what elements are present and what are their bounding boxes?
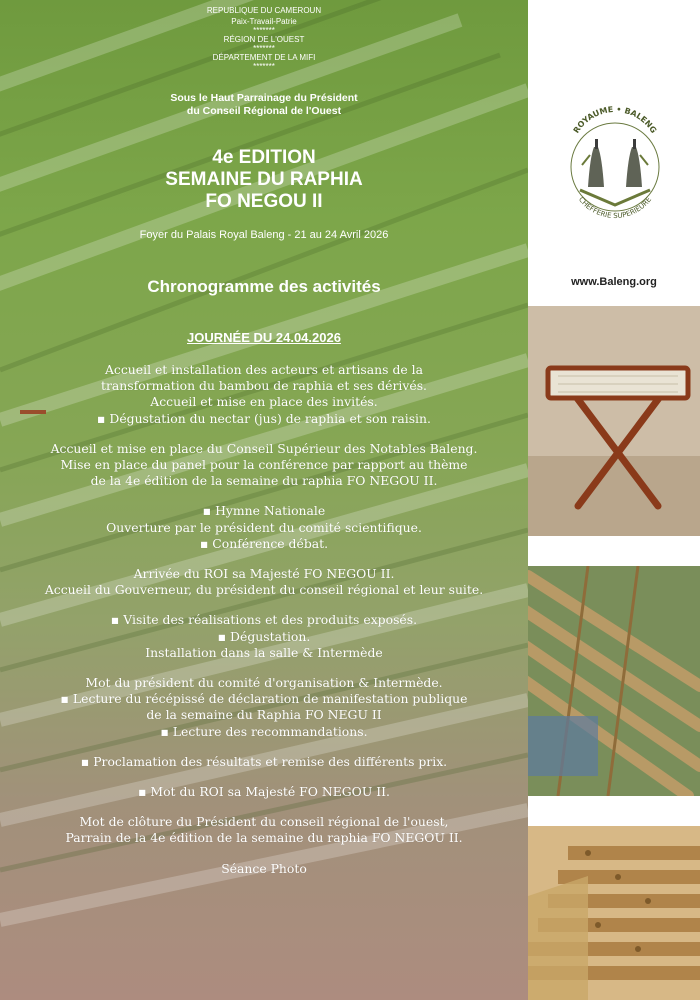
day-title: JOURNÉE DU 24.04.2026 [187,330,341,345]
activity-line: ▪ Lecture des recommandations. [160,723,368,739]
activity-line: ▪ Hymne Nationale [202,503,326,519]
logo-bottom-text: CHEFFERIE SUPERIEURE [576,195,654,221]
activity-line: Mot de clôture du Président du conseil régional de l'ouest, [79,814,449,830]
title-line: FO NEGOU II [205,191,323,212]
title-line: 4e EDITION [212,147,316,168]
activity-line: ▪ Lecture du récépissé de déclaration de manifestation publique [60,691,468,707]
activity-line: Parrain de la 4e édition de la semaine du raphia FO NEGOU II. [65,830,463,846]
activity-line: transformation du bambou de raphia et ses dérivés. [100,378,428,394]
activity-line: Séance Photo [221,860,307,876]
header-line: ******* [253,26,275,35]
activity-line: Accueil et mise en place des invités. [150,394,378,410]
bamboo-weaving-photo [528,566,700,796]
activities-list [0,362,528,877]
logo-top-text: ROYAUME • BALENG [571,104,659,135]
patronage-line: du Conseil Régional de l'Ouest [186,105,342,117]
activity-line: Accueil du Gouverneur, du président du conseil régional et leur suite. [44,582,484,598]
activity-line: de la 4e édition de la semaine du raphia FO NEGOU II. [90,473,438,489]
header-line: DÉPARTEMENT DE LA MIFI [212,53,316,62]
activity-line: Mise en place du panel pour la conférence par rapport au thème [60,457,468,473]
activity-line: Accueil et installation des acteurs et artisans de la [104,362,424,377]
title-line: SEMAINE DU RAPHIA [165,169,363,190]
activity-line: ▪ Visite des réalisations et des produits exposés. [110,612,418,628]
baleng-logo [560,95,670,235]
header-line: RÉGION DE L'OUEST [223,35,305,44]
section-title: Chronogramme des activités [147,277,381,296]
spacer [0,427,528,441]
twin-gong-icon [580,139,650,205]
raphia-stool-photo [528,306,700,536]
svg-text:CHEFFERIE SUPERIEURE [577,196,653,220]
activity-line: Arrivée du ROI sa Majesté FO NEGOU II. [133,566,395,582]
spacer [0,800,528,814]
spacer [0,489,528,503]
patronage-line: Sous le Haut Parrainage du Président [170,92,358,104]
activity-line: ▪ Dégustation du nectar (jus) de raphia et son raisin. [97,410,431,426]
activity-line: de la semaine du Raphia FO NEGU II [146,707,382,723]
spacer [0,661,528,675]
venue-dates: Foyer du Palais Royal Baleng - 21 au 24 Avril 2026 [139,229,389,241]
activity-line: ▪ Mot du ROI sa Majesté FO NEGOU II. [138,784,390,800]
spacer [0,740,528,754]
patronage [0,92,528,118]
spacer [0,552,528,566]
activity-line: Ouverture par le président du comité scientifique. [106,519,422,535]
header-line: ******* [253,62,275,71]
spacer [0,598,528,612]
event-title [0,147,528,213]
activity-line: Installation dans la salle & Intermède [145,644,383,660]
official-header [0,5,528,70]
bamboo-furniture-photo [528,826,700,1000]
activity-line: Mot du président du comité d'organisation & Intermède. [85,675,443,691]
activity-line: ▪ Conférence débat. [199,535,329,551]
svg-text:ROYAUME • BALENG [572,105,659,135]
spacer [0,770,528,784]
website-url[interactable]: www.Baleng.org [571,276,657,288]
header-line: REPUBLIQUE DU CAMEROUN [206,6,322,15]
activity-line: ▪ Proclamation des résultats et remise des différents prix. [80,753,448,769]
spacer [0,847,528,861]
header-line: ******* [253,44,275,53]
activity-line: ▪ Dégustation. [217,628,311,644]
activity-line: Accueil et mise en place du Conseil Supérieur des Notables Baleng. [50,440,478,456]
header-line: Paix-Travail-Patrie [231,17,297,26]
